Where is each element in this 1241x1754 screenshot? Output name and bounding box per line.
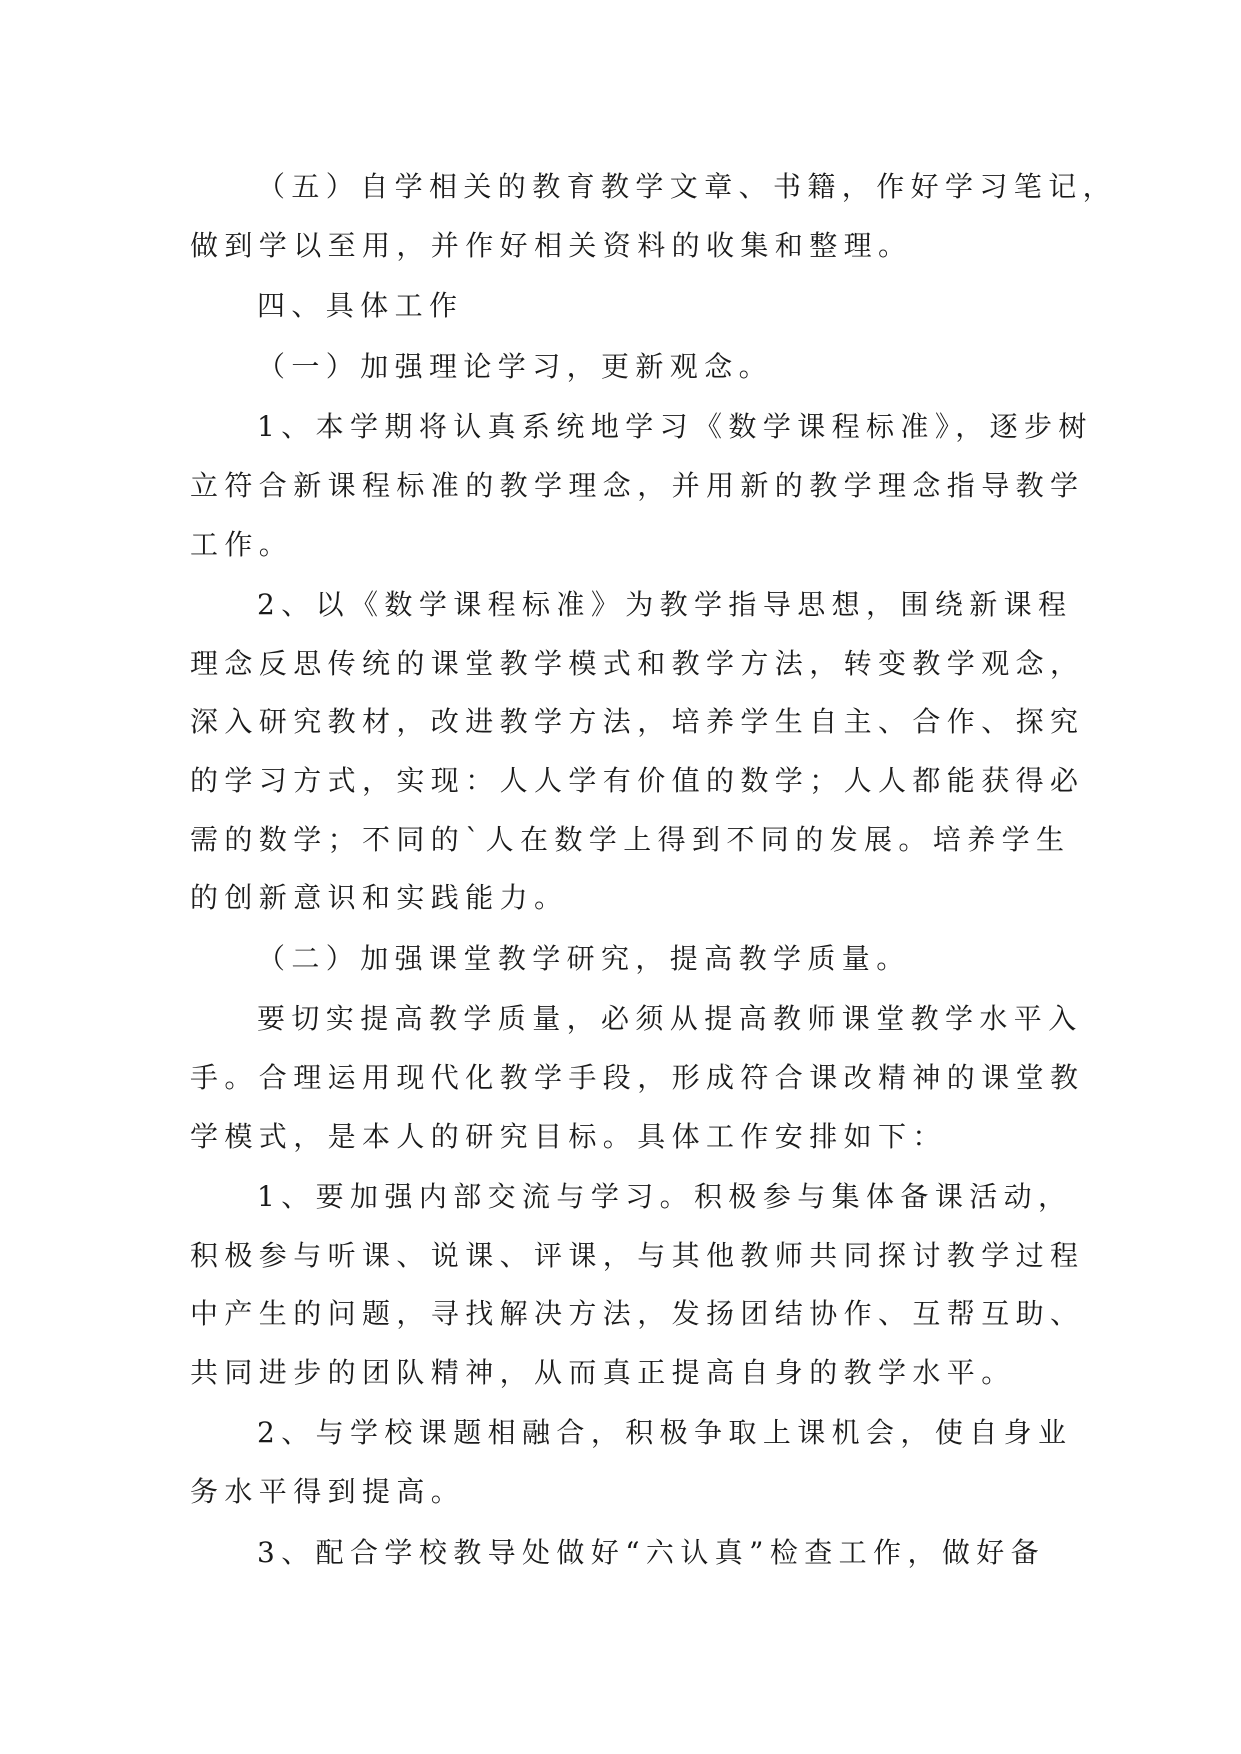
paragraph	[190, 158, 1118, 275]
paragraph	[190, 990, 1085, 1166]
text-line: 做到学以至用，并作好相关资料的收集和整理。	[190, 228, 913, 262]
text-line: 四、具体工作	[257, 289, 464, 323]
text-line: 务水平得到提高。	[190, 1475, 466, 1509]
text-line: 要切实提高教学质量，必须从提高教师课堂教学水平入	[257, 1002, 1083, 1036]
text-line: 共同进步的团队精神，从而真正提高自身的教学水平。	[190, 1355, 1016, 1389]
text-line: （五）自学相关的教育教学文章、书籍，作好学习笔记，	[257, 170, 1118, 203]
text-line: 中产生的问题，寻找解决方法，发扬团结协作、互帮互助、	[190, 1297, 1085, 1331]
text-line: 3、配合学校教导处做好“六认真”检查工作，做好备	[257, 1535, 1046, 1569]
text-line: 2、以《数学课程标准》为教学指导思想，围绕新课程	[257, 588, 1073, 622]
paragraph	[190, 930, 1070, 989]
text-line: 学模式，是本人的研究目标。具体工作安排如下：	[190, 1119, 947, 1153]
text-line: 需的数学；不同的`人在数学上得到不同的发展。培养学生	[190, 822, 1071, 856]
paragraph	[190, 1168, 1085, 1402]
text-line: 1、本学期将认真系统地学习《数学课程标准》，逐步树	[257, 410, 1093, 444]
text-line: 深入研究教材，改进教学方法，培养学生自主、合作、探究	[190, 705, 1085, 739]
text-line: （一）加强理论学习，更新观念。	[257, 349, 774, 383]
text-line: 积极参与听课、说课、评课，与其他教师共同探讨教学过程	[190, 1238, 1085, 1272]
text-line: 工作。	[190, 527, 294, 561]
text-line: 的创新意识和实践能力。	[190, 881, 569, 915]
paragraph	[190, 1524, 1070, 1583]
text-line: 立符合新课程标准的教学理念，并用新的教学理念指导教学	[190, 468, 1085, 502]
text-line: （二）加强课堂教学研究，提高教学质量。	[257, 941, 911, 975]
text-line: 的学习方式，实现：人人学有价值的数学；人人都能获得必	[190, 763, 1085, 797]
paragraph	[190, 1404, 1073, 1521]
text-line: 2、与学校课题相融合，积极争取上课机会，使自身业	[257, 1416, 1073, 1450]
paragraph	[190, 576, 1085, 928]
text-line: 1、要加强内部交流与学习。积极参与集体备课活动，	[257, 1180, 1073, 1214]
paragraph	[190, 338, 1070, 397]
document-body	[190, 158, 1118, 1584]
paragraph	[190, 277, 1070, 336]
text-line: 手。合理运用现代化教学手段，形成符合课改精神的课堂教	[190, 1060, 1085, 1094]
text-line: 理念反思传统的课堂教学模式和教学方法，转变教学观念，	[190, 646, 1085, 680]
paragraph	[190, 398, 1093, 574]
